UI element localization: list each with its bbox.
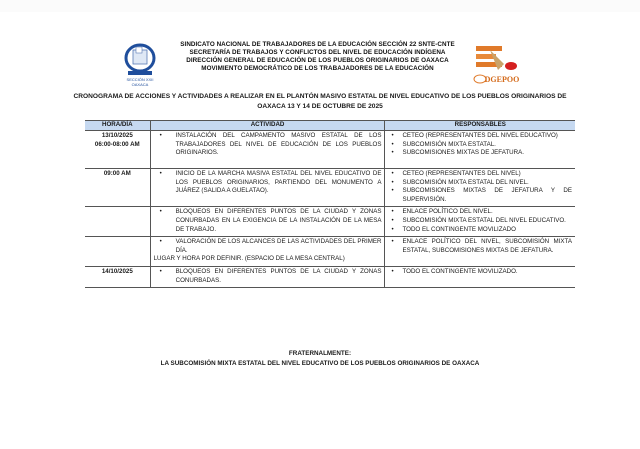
responsables-cell [385, 207, 575, 237]
title-line-2: OAXACA 13 Y 14 DE OCTUBRE DE 2025 [257, 103, 383, 110]
bullet-icon: • [391, 216, 394, 224]
time-text: 06:00-08:00 AM [94, 140, 140, 148]
table-row [85, 237, 575, 267]
top-strip [0, 0, 640, 12]
activity-item: • INSTALACIÓN DEL CAMPAMENTO MASIVO ESTATAL DE LOS TRABAJADORES DEL NIVEL DE EDUCACIÓN DE LOS PUEBLOS ORIGINARIOS. [159, 132, 382, 157]
header-line: SECRETARÍA DE TRABAJOS Y CONFLICTOS DEL NIVEL DE EDUCACIÓN INDÍGENA [189, 49, 446, 56]
responsable-item: • TODO EL CONTINGENTE MOVILIZADO [391, 225, 516, 233]
bullet-icon: • [391, 208, 394, 216]
bullet-icon: • [159, 132, 162, 139]
dgepoo-logo [468, 42, 522, 88]
responsables-cell [385, 131, 575, 169]
activity-item: • INICIO DE LA MARCHA MASIVA ESTATAL DEL NIVEL EDUCATIVO DE LOS PUEBLOS ORIGINARIOS, PARTIENDO DEL MONUMENTO A JUÁREZ (SALIDA A GUELATAO). [159, 170, 382, 195]
column-header-actividad: ACTIVIDAD [150, 121, 385, 131]
seccion-22-logo [120, 40, 160, 88]
document-title [60, 92, 580, 112]
time-cell [85, 207, 150, 237]
bullet-icon: • [159, 267, 162, 275]
institution-header [160, 41, 475, 73]
responsable-item: • SUBCOMISIÓN MIXTA ESTATAL DEL NIVEL EDUCATIVO. [391, 216, 566, 224]
responsable-item: • CETEO (REPRESENTANTES DEL NIVEL) [391, 170, 521, 177]
activity-cell [150, 237, 385, 267]
table-row [85, 131, 575, 169]
bullet-icon: • [391, 149, 394, 157]
activity-item: • BLOQUEOS EN DIFERENTES PUNTOS DE LA CIUDAD Y ZONAS CONURBADAS. [159, 267, 382, 284]
bullet-icon: • [391, 132, 394, 139]
time-cell [85, 131, 150, 169]
closing-signature [60, 349, 580, 369]
activity-note: LUGAR Y HORA POR DEFINIR. (ESPACIO DE LA MESA CENTRAL) [153, 255, 345, 263]
bullet-icon: • [391, 238, 394, 246]
header-line: SINDICATO NACIONAL DE TRABAJADORES DE LA EDUCACIÓN SECCIÓN 22 SNTE-CNTE [180, 41, 455, 48]
bullet-icon: • [391, 170, 394, 177]
bullet-icon: • [159, 238, 162, 246]
closing-signatory: LA SUBCOMISIÓN MIXTA ESTATAL DEL NIVEL EDUCATIVO DE LOS PUEBLOS ORIGINARIOS DE OAXACA [160, 360, 480, 367]
header-line: DIRECCIÓN GENERAL DE EDUCACIÓN DE LOS PUEBLOS ORIGINARIOS DE OAXACA [186, 57, 449, 64]
responsables-cell [385, 169, 575, 207]
header-line: MOVIMIENTO DEMOCRÁTICO DE LOS TRABAJADORES DE LA EDUCACIÓN [201, 65, 434, 72]
table-header-row [85, 121, 575, 131]
time-text: 09:00 AM [103, 170, 131, 177]
responsables-cell [385, 237, 575, 267]
activity-cell [150, 266, 385, 287]
column-header-hora: HORA/DÍA [85, 121, 150, 131]
activity-item: • VALORACIÓN DE LOS ALCANCES DE LAS ACTIVIDADES DEL PRIMER DÍA. [159, 238, 382, 254]
time-cell [85, 237, 150, 267]
responsable-item: • SUBCOMISIÓN MIXTA ESTATAL DEL NIVEL. [391, 178, 529, 186]
activity-cell [150, 169, 385, 207]
svg-text:SECCIÓN XXII: SECCIÓN XXII [126, 77, 154, 82]
table-row [85, 169, 575, 207]
bullet-icon: • [391, 225, 394, 233]
date-text: 14/10/2025 [101, 267, 133, 275]
responsable-item: • SUBCOMISIONES MIXTAS DE JEFATURA Y DE SUPERVISIÓN. [391, 187, 572, 203]
responsable-item: • SUBCOMISIONES MIXTAS DE JEFATURA. [391, 149, 524, 157]
bullet-icon: • [159, 170, 162, 177]
bullet-icon: • [391, 267, 394, 275]
responsable-item: • TODO EL CONTINGENTE MOVILIZADO. [391, 267, 518, 275]
bullet-icon: • [159, 208, 162, 216]
time-cell [85, 169, 150, 207]
responsable-item: • ENLACE POLÍTICO DEL NIVEL, SUBCOMISIÓN MIXTA ESTATAL, SUBCOMISIONES MIXTAS DE JEFATURA. [391, 238, 572, 254]
activity-cell [150, 131, 385, 169]
column-header-responsables: RESPONSABLES [385, 121, 575, 131]
closing-salutation: FRATERNALMENTE: [288, 350, 352, 357]
table-row [85, 207, 575, 237]
responsable-item: • ENLACE POLÍTICO DEL NIVEL. [391, 208, 493, 216]
responsable-item: • CETEO (REPRESENTANTES DEL NIVEL EDUCATIVO) [391, 132, 558, 139]
bullet-icon: • [391, 140, 394, 148]
activity-item: • BLOQUEOS EN DIFERENTES PUNTOS DE LA CIUDAD Y ZONAS CONURBADAS EN LA EXIGENCIA DE LA INSTALACIÓN DE LA MESA DE TRABAJO. [159, 208, 382, 233]
bullet-icon: • [391, 187, 394, 195]
bullet-icon: • [391, 178, 394, 186]
date-text: 13/10/2025 [101, 132, 133, 139]
time-cell [85, 266, 150, 287]
activity-cell [150, 207, 385, 237]
svg-text:OAXACA: OAXACA [131, 82, 149, 87]
schedule-table [85, 120, 575, 288]
table-row [85, 266, 575, 287]
responsable-item: • SUBCOMISIÓN MIXTA ESTATAL. [391, 140, 496, 148]
svg-text:DGEPOO: DGEPOO [484, 75, 520, 84]
responsables-cell [385, 266, 575, 287]
title-line-1: CRONOGRAMA DE ACCIONES Y ACTIVIDADES A REALIZAR EN EL PLANTÓN MASIVO ESTATAL DE NIVEL EDUCATIVO DE LOS PUEBLOS ORIGINARIOS DE [73, 93, 567, 100]
